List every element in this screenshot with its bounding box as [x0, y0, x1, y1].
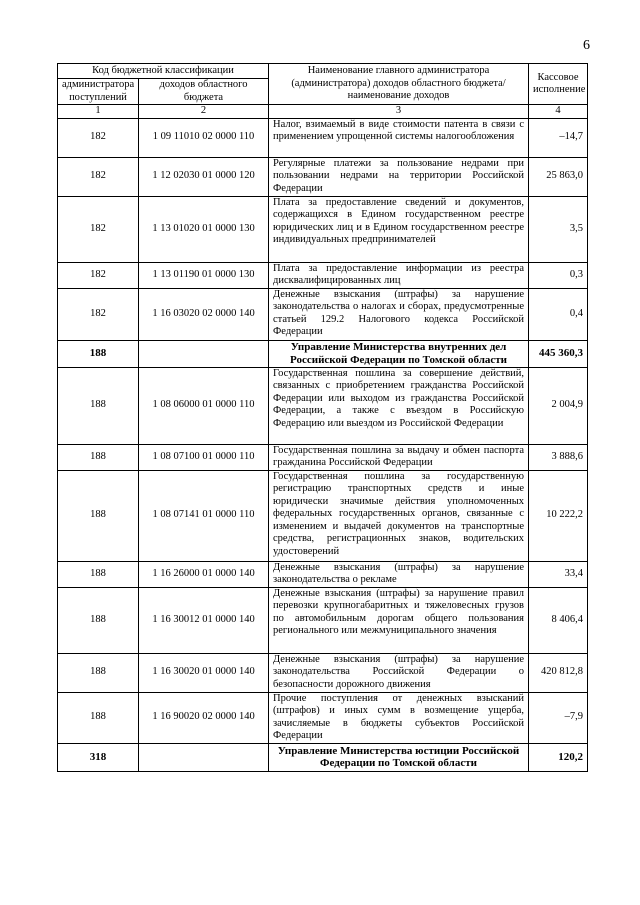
amount-cell: –14,7 — [529, 118, 588, 157]
table-group-row — [58, 743, 588, 771]
admin-code-cell: 188 — [58, 340, 139, 367]
admin-code-cell: 182 — [58, 262, 139, 288]
amount-cell: 33,4 — [529, 561, 588, 587]
revenue-code-cell: 1 16 26000 01 0000 140 — [139, 561, 269, 587]
revenue-name-cell: Денежные взыскания (штрафы) за нарушение законодательства Российской Федерации о безопасности дорожного движения — [269, 653, 529, 692]
header-col-number: 3 — [269, 105, 529, 119]
revenue-code-cell: 1 08 06000 01 0000 110 — [139, 367, 269, 444]
amount-cell: 3 888,6 — [529, 444, 588, 470]
revenue-code-cell: 1 12 02030 01 0000 120 — [139, 157, 269, 196]
revenue-name-cell: Регулярные платежи за пользование недрами при пользовании недрами на территории Российской Федерации — [269, 157, 529, 196]
amount-cell: –7,9 — [529, 692, 588, 743]
amount-cell: 10 222,2 — [529, 470, 588, 561]
revenue-code-cell: 1 16 30012 01 0000 140 — [139, 587, 269, 653]
table-row — [58, 157, 588, 196]
admin-code-cell: 182 — [58, 196, 139, 262]
amount-cell: 120,2 — [529, 743, 588, 771]
revenue-code-cell — [139, 743, 269, 771]
admin-code-cell: 188 — [58, 444, 139, 470]
amount-cell: 445 360,3 — [529, 340, 588, 367]
table-row — [58, 692, 588, 743]
admin-code-cell: 188 — [58, 587, 139, 653]
amount-cell: 25 863,0 — [529, 157, 588, 196]
revenue-name-cell: Государственная пошлина за совершение действий, связанных с приобретением гражданства Российской Федерации или выходом из гражданства Российской Федерации, а также с въездом в Российскую Федерацию или выездом из Российской Федерации — [269, 367, 529, 444]
revenue-name-cell: Управление Министерства юстиции Российской Федерации по Томской области — [269, 743, 529, 771]
header-code-group: Код бюджетной классификации — [58, 64, 269, 79]
header-amount: Кассовое исполнение — [529, 64, 588, 105]
revenue-code-cell: 1 08 07100 01 0000 110 — [139, 444, 269, 470]
budget-revenue-table — [57, 63, 588, 772]
revenue-code-cell: 1 16 03020 02 0000 140 — [139, 288, 269, 340]
table-row — [58, 196, 588, 262]
table-row — [58, 470, 588, 561]
table-row — [58, 587, 588, 653]
admin-code-cell: 182 — [58, 288, 139, 340]
admin-code-cell: 318 — [58, 743, 139, 771]
revenue-name-cell: Денежные взыскания (штрафы) за нарушение правил перевозки крупногабаритных и тяжеловесных грузов по автомобильным дорогам общего пользования регионального или межмуниципального значения — [269, 587, 529, 653]
table-row — [58, 444, 588, 470]
header-revenue-code: доходов областного бюджета — [139, 79, 269, 105]
table-row — [58, 367, 588, 444]
admin-code-cell: 188 — [58, 561, 139, 587]
amount-cell: 8 406,4 — [529, 587, 588, 653]
revenue-name-cell: Денежные взыскания (штрафы) за нарушение законодательства о налогах и сборах, предусмотренные статьей 129.2 Налогового кодекса Российской Федерации — [269, 288, 529, 340]
revenue-name-cell: Государственная пошлина за государственную регистрацию транспортных средств и иные юридически значимые действия уполномоченных федеральных государственных органов, связанные с изменением и выдачей документов на транспортные средства, регистрационных знаков, водительских удостоверений — [269, 470, 529, 561]
admin-code-cell: 188 — [58, 470, 139, 561]
admin-code-cell: 188 — [58, 692, 139, 743]
table-row — [58, 653, 588, 692]
admin-code-cell: 188 — [58, 653, 139, 692]
revenue-code-cell: 1 08 07141 01 0000 110 — [139, 470, 269, 561]
revenue-name-cell: Прочие поступления от денежных взысканий (штрафов) и иных сумм в возмещение ущерба, зачисляемые в бюджеты субъектов Российской Федерации — [269, 692, 529, 743]
revenue-code-cell — [139, 340, 269, 367]
revenue-name-cell: Государственная пошлина за выдачу и обмен паспорта гражданина Российской Федерации — [269, 444, 529, 470]
amount-cell: 420 812,8 — [529, 653, 588, 692]
table-row — [58, 561, 588, 587]
revenue-name-cell: Денежные взыскания (штрафы) за нарушение законодательства о рекламе — [269, 561, 529, 587]
header-col-number: 2 — [139, 105, 269, 119]
table-group-row — [58, 340, 588, 367]
revenue-code-cell: 1 16 30020 01 0000 140 — [139, 653, 269, 692]
page-number: 6 — [583, 38, 590, 53]
header-col-number: 1 — [58, 105, 139, 119]
table-row — [58, 262, 588, 288]
revenue-name-cell: Плата за предоставление информации из реестра дисквалифицированных лиц — [269, 262, 529, 288]
amount-cell: 0,3 — [529, 262, 588, 288]
revenue-name-cell: Плата за предоставление сведений и документов, содержащихся в Едином государственном реестре юридических лиц и в Едином государственном реестре индивидуальных предпринимателей — [269, 196, 529, 262]
revenue-code-cell: 1 09 11010 02 0000 110 — [139, 118, 269, 157]
table-row — [58, 288, 588, 340]
revenue-code-cell: 1 13 01190 01 0000 130 — [139, 262, 269, 288]
admin-code-cell: 188 — [58, 367, 139, 444]
header-admin: администратора поступлений — [58, 79, 139, 105]
revenue-name-cell: Налог, взимаемый в виде стоимости патента в связи с применением упрощенной системы налогообложения — [269, 118, 529, 157]
revenue-name-cell: Управление Министерства внутренних дел Российской Федерации по Томской области — [269, 340, 529, 367]
revenue-code-cell: 1 13 01020 01 0000 130 — [139, 196, 269, 262]
amount-cell: 0,4 — [529, 288, 588, 340]
amount-cell: 2 004,9 — [529, 367, 588, 444]
admin-code-cell: 182 — [58, 157, 139, 196]
revenue-code-cell: 1 16 90020 02 0000 140 — [139, 692, 269, 743]
header-name: Наименование главного администратора (администратора) доходов областного бюджета/ наименование доходов — [269, 64, 529, 105]
header-col-number: 4 — [529, 105, 588, 119]
amount-cell: 3,5 — [529, 196, 588, 262]
admin-code-cell: 182 — [58, 118, 139, 157]
table-row — [58, 118, 588, 157]
